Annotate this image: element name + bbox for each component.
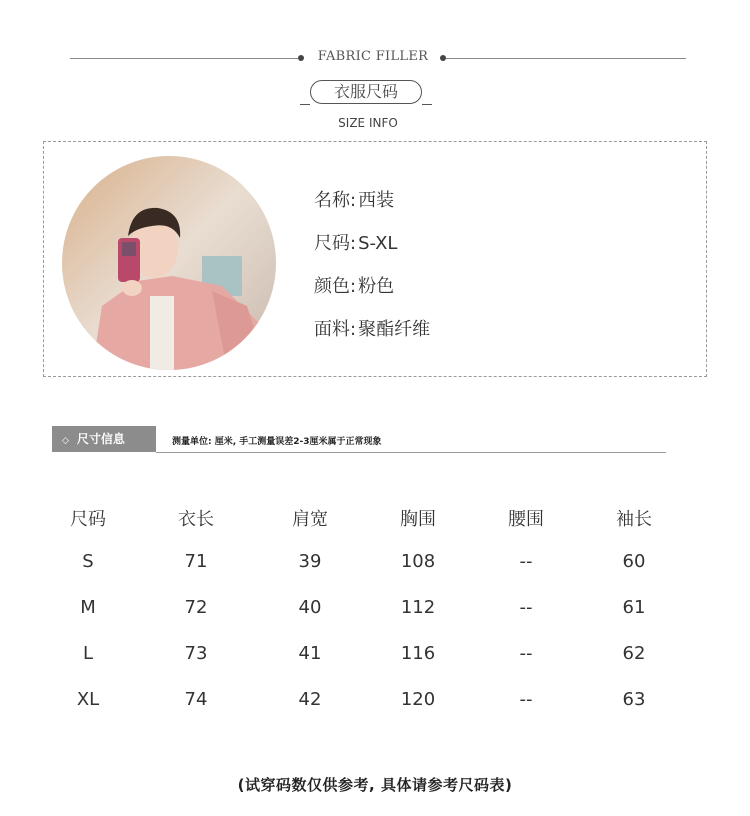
table-cell-waist: -- bbox=[519, 551, 533, 572]
table-cell-size: M bbox=[80, 597, 96, 618]
table-cell-shoulder: 42 bbox=[298, 689, 322, 710]
table-cell-shoulder: 40 bbox=[298, 597, 322, 618]
header-divider-right bbox=[446, 58, 686, 59]
product-color-row bbox=[314, 272, 394, 298]
table-header-length: 衣长 bbox=[178, 509, 214, 530]
measurement-note: 测量单位: 厘米, 手工测量误差2-3厘米属于正常现象 bbox=[172, 437, 382, 447]
table-cell-chest: 116 bbox=[400, 643, 436, 664]
header-divider-left bbox=[70, 58, 298, 59]
table-cell-length: 73 bbox=[184, 643, 208, 664]
table-header-chest: 胸围 bbox=[400, 509, 436, 530]
size-chart-pill: 衣服尺码 bbox=[310, 80, 422, 104]
table-cell-sleeve: 60 bbox=[622, 551, 646, 572]
product-name-row bbox=[314, 186, 394, 212]
table-header-size: 尺码 bbox=[70, 509, 106, 530]
product-material-value: 聚酯纤维 bbox=[358, 319, 431, 340]
product-color-value: 粉色 bbox=[358, 276, 395, 297]
table-cell-sleeve: 63 bbox=[622, 689, 646, 710]
table-header-waist: 腰围 bbox=[508, 509, 544, 530]
diamond-icon: ◇ bbox=[62, 436, 69, 446]
product-size-row bbox=[314, 229, 397, 255]
table-header-sleeve: 袖长 bbox=[616, 509, 652, 530]
table-cell-waist: -- bbox=[519, 689, 533, 710]
fabric-title: FABRIC FILLER bbox=[317, 49, 429, 64]
size-footnote: (试穿码数仅供参考, 具体请参考尺码表) bbox=[237, 776, 513, 794]
header-dot-left bbox=[298, 55, 304, 61]
pill-underline-left bbox=[300, 104, 310, 105]
size-info-tab-label: 尺寸信息 bbox=[76, 432, 125, 446]
section-underline bbox=[156, 452, 666, 453]
product-color-label: 颜色: bbox=[314, 276, 357, 297]
product-photo bbox=[62, 156, 276, 370]
pill-underline-right bbox=[422, 104, 432, 105]
product-name-value: 西装 bbox=[358, 190, 395, 211]
table-cell-shoulder: 39 bbox=[298, 551, 322, 572]
table-cell-sleeve: 62 bbox=[622, 643, 646, 664]
table-header-shoulder: 肩宽 bbox=[292, 509, 328, 530]
size-info-subtitle: SIZE INFO bbox=[338, 116, 398, 130]
table-cell-size: S bbox=[82, 551, 94, 572]
table-cell-waist: -- bbox=[519, 597, 533, 618]
product-size-value: S-XL bbox=[358, 233, 398, 254]
product-size-label: 尺码: bbox=[314, 233, 357, 254]
table-cell-length: 71 bbox=[184, 551, 208, 572]
table-cell-size: L bbox=[82, 643, 94, 664]
table-cell-size: XL bbox=[76, 689, 100, 710]
table-cell-chest: 108 bbox=[400, 551, 436, 572]
product-name-label: 名称: bbox=[314, 190, 357, 211]
size-info-tab bbox=[52, 426, 156, 452]
table-cell-sleeve: 61 bbox=[622, 597, 646, 618]
product-material-row bbox=[314, 315, 430, 341]
table-cell-chest: 120 bbox=[400, 689, 436, 710]
table-cell-length: 72 bbox=[184, 597, 208, 618]
table-cell-waist: -- bbox=[519, 643, 533, 664]
table-cell-length: 74 bbox=[184, 689, 208, 710]
table-cell-chest: 112 bbox=[400, 597, 436, 618]
product-material-label: 面料: bbox=[314, 319, 357, 340]
table-cell-shoulder: 41 bbox=[298, 643, 322, 664]
